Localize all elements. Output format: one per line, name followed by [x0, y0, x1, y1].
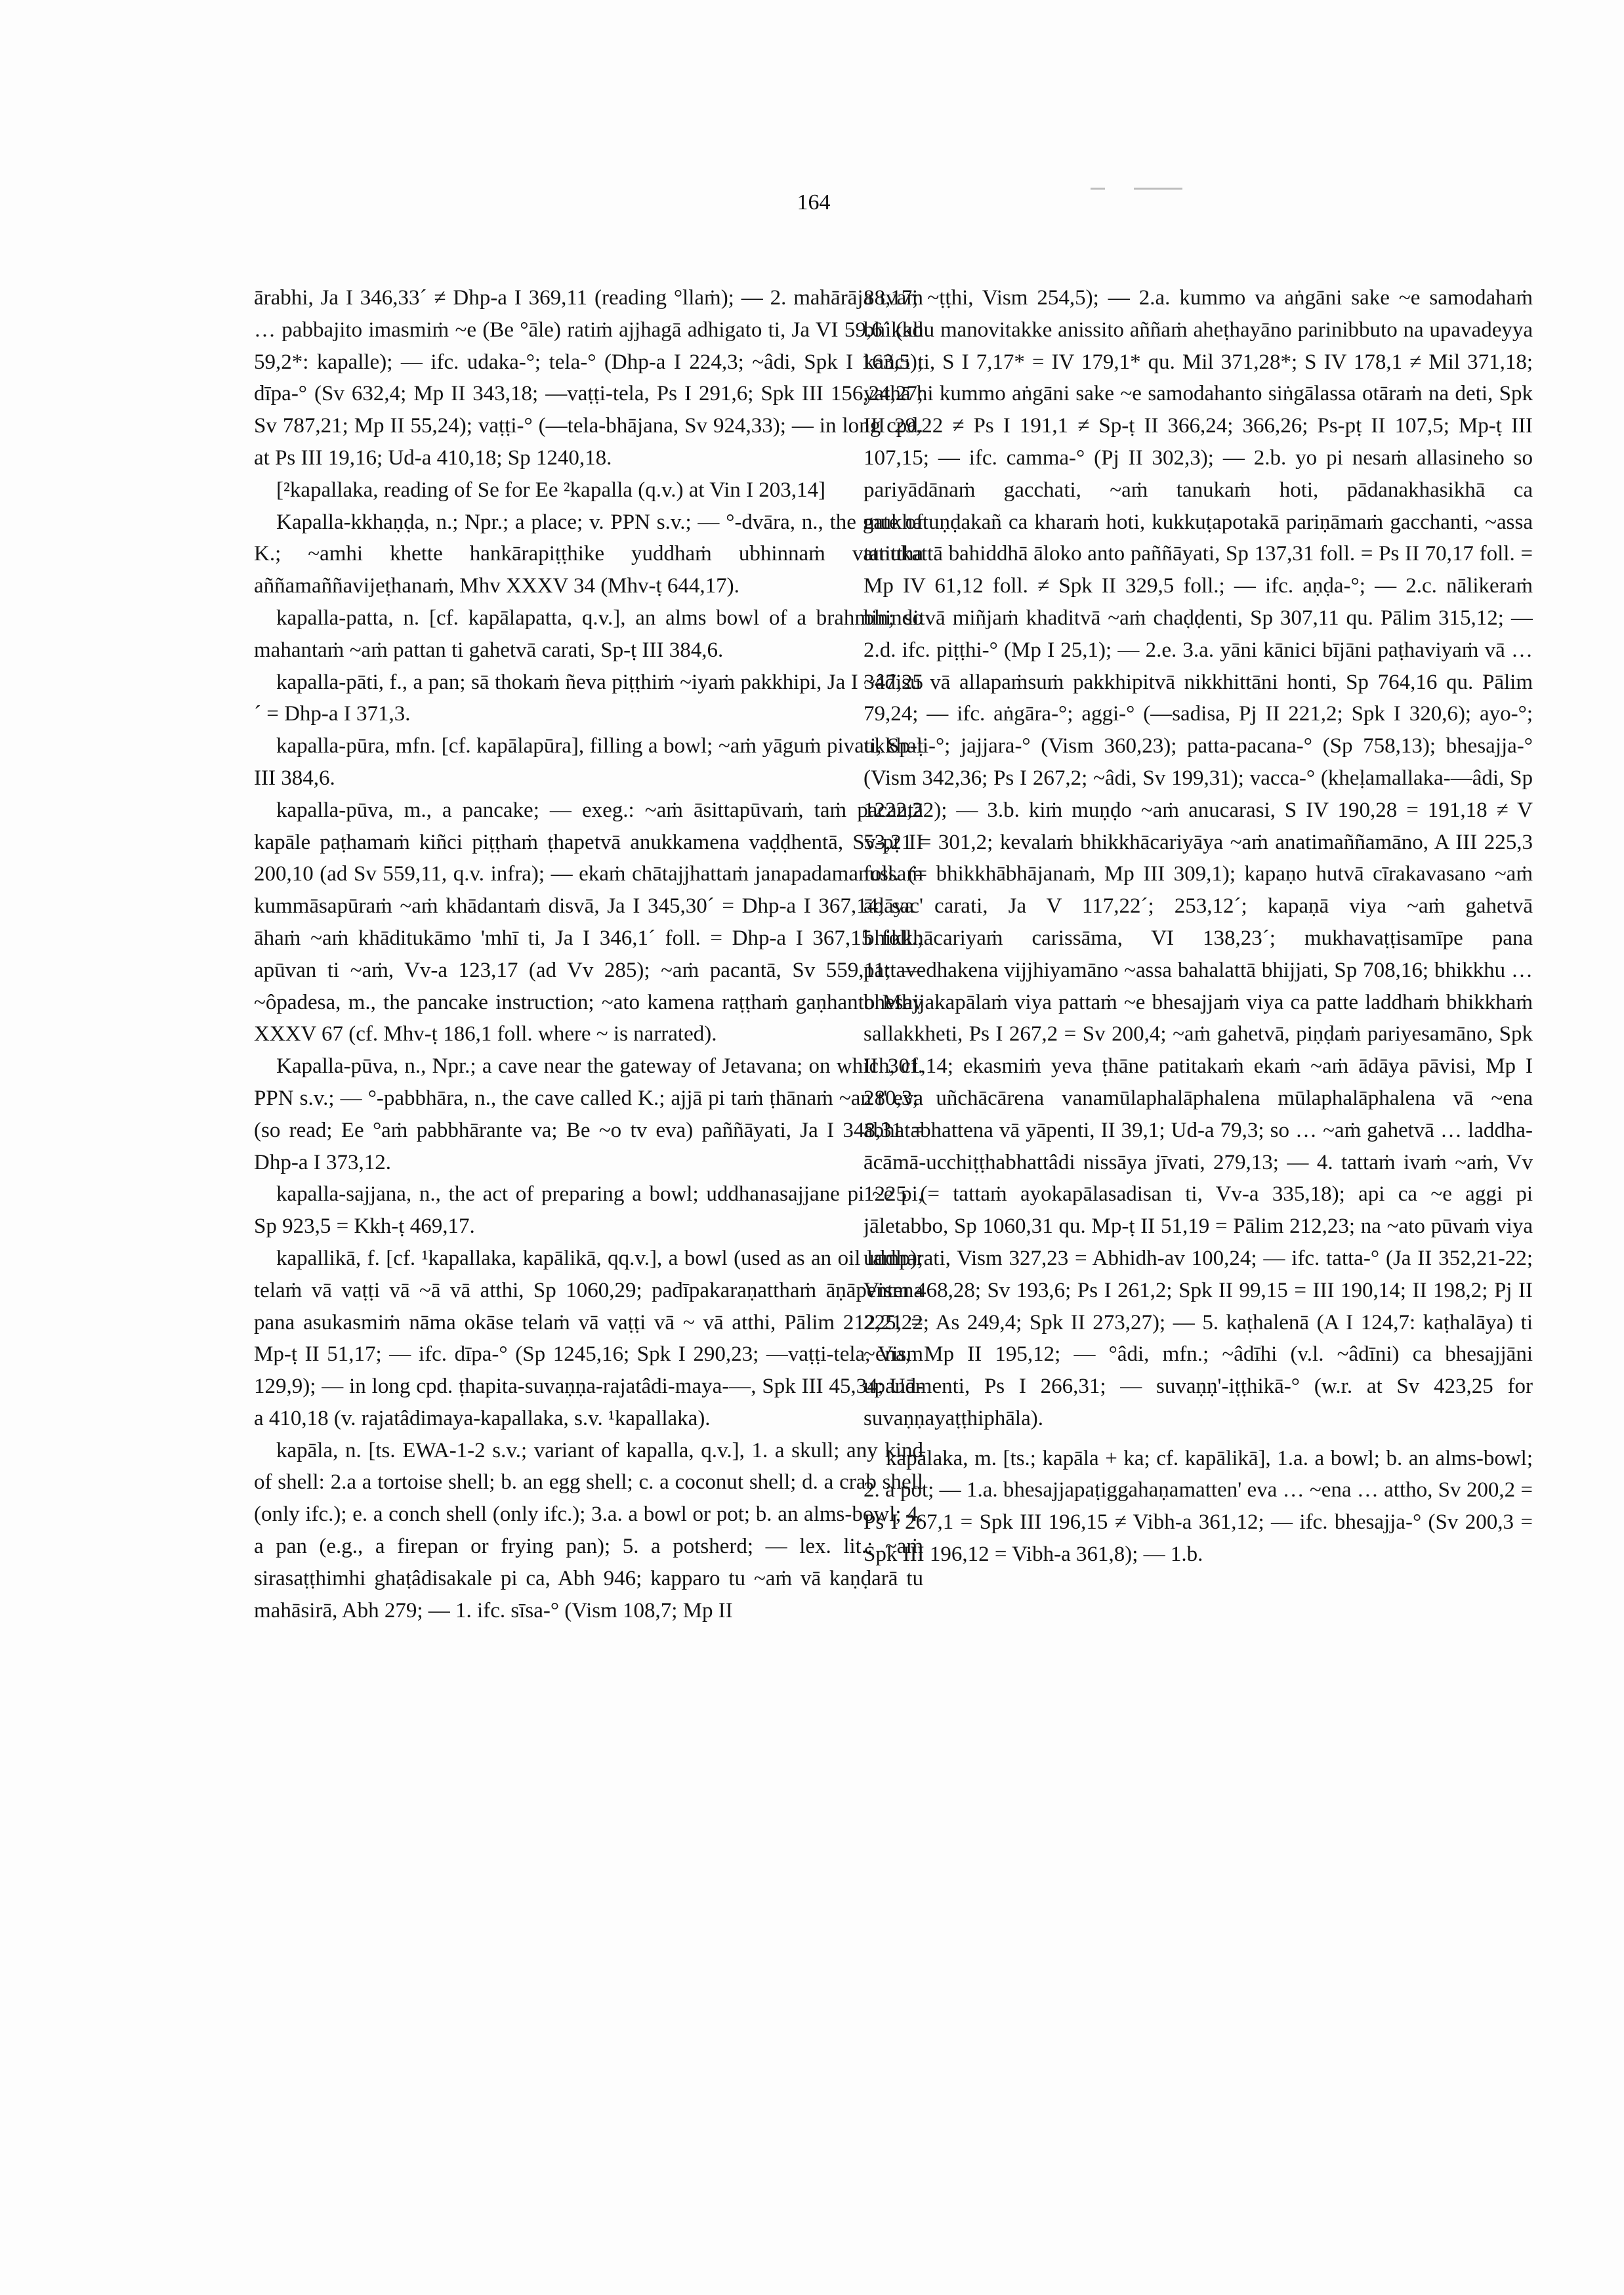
- entry-paragraph: kapāla, n. [ts. EWA-1-2 s.v.; variant of kapalla, q.v.], 1. a skull; any kind of shell: 2.a a tortoise shell; b. an egg shell; c. a coconut shell; d. a crab shell (only ifc.); e. a conch shell (only ifc.); 3.a. a bowl or pot; b. an alms-bowl; 4. a pan (e.g., a firepan or frying pan); 5. a potsherd; — lex. lit.: ~aṁ sirasaṭṭhimhi ghaṭâdisakale pi ca, Abh 946; kapparo tu ~aṁ vā kaṇḍarā tu mahāsirā, Abh 279; — 1. ifc. sīsa-° (Vism 108,7; Mp II: [254, 1438, 923, 1623]
- entry-paragraph: kapalla-pāti, f., a pan; sā thokaṁ ñeva piṭṭhiṁ ~iyaṁ pakkhipi, Ja I 347,25´ = Dhp-a I 371,3.: [254, 670, 923, 726]
- left-column: [254, 282, 923, 2237]
- entry-paragraph: kapalla-sajjana, n., the act of preparing a bowl; uddhanasajjane pi ~e pi, Sp 923,5 = Kkh-ṭ 469,17.: [254, 1182, 923, 1239]
- entry-paragraph: ārabhi, Ja I 346,33´ ≠ Dhp-a I 369,11 (reading °llaṁ); — 2. mahārāja tvaṁ … pabbajito imasmiṁ ~e (Be °āle) ratiṁ ajjhagā adhigato ti, Ja VI 59,6´ (ad 59,2*: kapalle); — ifc. udaka-°; tela-° (Dhp-a I 224,3; ~âdi, Spk I 163,5); dīpa-° (Sv 632,4; Mp II 343,18; —vaṭṭi-tela, Ps I 291,6; Spk III 156,24,27; Sv 787,21; Mp II 55,24); vaṭṭi-° (—tela-bhājana, Sv 924,33); — in long cpd. at Ps III 19,16; Ud-a 410,18; Sp 1240,18.: [254, 286, 923, 470]
- entry-paragraph: kapalla-pūva, m., a pancake; — exeg.: ~aṁ āsittapūvaṁ, taṁ pacantā kapāle paṭhamaṁ kiñci piṭṭhaṁ ṭhapetvā anukkamena vaḍḍhentā, Sv-pṭ II 200,10 (ad Sv 559,11, q.v. infra); — ekaṁ chātajjhattaṁ janapadamanussaṁ kummāsapūraṁ ~aṁ khādantaṁ disvā, Ja I 345,30´ = Dhp-a I 367,14; sac' āhaṁ ~aṁ khāditukāmo 'mhī ti, Ja I 346,1´ foll. = Dhp-a I 367,15 foll.; apūvan ti ~aṁ, Vv-a 123,17 (ad Vv 285); ~aṁ pacantā, Sv 559,11; — ~ôpadesa, m., the pancake instruction; ~ato kamena raṭṭhaṁ gaṇhanto Mhv XXXV 67 (cf. Mhv-ṭ 186,1 foll. where ~ is narrated).: [254, 798, 923, 1046]
- entry-paragraph: kapālaka, m. [ts.; kapāla + ka; cf. kapālikā], 1.a. a bowl; b. an alms-bowl; 2. a pot; — 1.a. bhesajjapaṭiggahaṇamatten' eva … ~ena … attho, Sv 200,2 = Ps I 267,1 = Spk III 196,15 ≠ Vibh-a 361,12; — ifc. bhesajja-° (Sv 200,3 = Spk III 196,12 = Vibh-a 361,8); — 1.b.: [864, 1446, 1533, 1567]
- entry-paragraph: Kapalla-pūva, n., Npr.; a cave near the gateway of Jetavana; on which, cf. PPN s.v.; — °-pabbhāra, n., the cave called K.; ajjā pi taṁ ṭhānaṁ ~an t' eva (so read; Ee °aṁ pabbhārante va; Be ~o tv eva) paññāyati, Ja I 348,31 = Dhp-a I 373,12.: [254, 1054, 923, 1174]
- entry-paragraph: kapalla-patta, n. [cf. kapālapatta, q.v.], an alms bowl of a brahmin; so mahantaṁ ~aṁ pattan ti gahetvā carati, Sp-ṭ III 384,6.: [254, 606, 923, 662]
- page-number: 164: [797, 190, 831, 215]
- entry-paragraph: kapalla-pūra, mfn. [cf. kapālapūra], filling a bowl; ~aṁ yāguṁ pivati, Sp-ṭ III 384,6.: [254, 734, 923, 790]
- scan-artifact: [1091, 188, 1105, 190]
- entry-paragraph: 88,17; ~ṭṭhi, Vism 254,5); — 2.a. kummo va aṅgāni sake ~e samodahaṁ bhikkhu manovitakke anissito aññaṁ aheṭhayāno parinibbuto na upavadeyya kañci ti, S I 7,17* = IV 179,1* qu. Mil 371,28*; S IV 178,1 ≠ Mil 371,18; yathā hi kummo aṅgāni sake ~e samodahanto siṅgālassa otāraṁ na deti, Spk III 29,22 ≠ Ps I 191,1 ≠ Sp-ṭ II 366,24; 366,26; Ps-pṭ II 107,5; Mp-ṭ III 107,15; — ifc. camma-° (Pj II 302,3); — 2.b. yo pi nesaṁ allasineho so pariyādānaṁ gacchati, ~aṁ tanukaṁ hoti, pādanakhasikhā ca mukhatuṇḍakañ ca kharaṁ hoti, kukkuṭapotakā pariṇāmaṁ gacchanti, ~assa tanukattā bahiddhā āloko anto paññāyati, Sp 137,31 foll. = Ps II 70,17 foll. = Mp IV 61,12 foll. ≠ Spk II 329,5 foll.; — ifc. aṇḍa-°; — 2.c. nālikeraṁ bhinditvā miñjaṁ khaditvā ~aṁ chaḍḍenti, Sp 307,11 qu. Pālim 315,12; — 2.d. ifc. piṭṭhi-° (Mp I 25,1); — 2.e. 3.a. yāni kānici bījāni paṭhaviyaṁ vā … ~âdisu vā allapaṁsuṁ pakkhipitvā nikkhittāni honti, Sp 764,16 qu. Pālim 79,24; — ifc. aṅgāra-°; aggi-° (—sadisa, Pj II 221,2; Spk I 320,6); ayo-°; ukkhali-°; jajjara-° (Vism 360,23); patta-pacana-° (Sp 758,13); bhesajja-° (Vism 342,36; Ps I 267,2; ~âdi, Sv 199,31); vacca-° (kheḷamallaka-—âdi, Sp 1222,22); — 3.b. kiṁ muṇḍo ~aṁ anucarasi, S IV 190,28 = 191,18 ≠ V 53,21 = 301,2; kevalaṁ bhikkhācariyāya ~aṁ anatimaññamāno, A III 225,3 foll. (= bhikkhābhājanaṁ, Mp III 309,1); kapaṇo hutvā cīrakavasano ~aṁ ādāya carati, Ja V 117,22´; 253,12´; kapaṇā viya ~aṁ gahetvā bhikkhācariyaṁ carissāma, VI 138,23´; mukhavaṭṭisamīpe pana pattavedhakena vijjhiyamāno ~assa bahalattā bhijjati, Sp 708,16; bhikkhu … bhesajjakapālaṁ viya pattaṁ ~e bhesajjaṁ viya ca patte laddhaṁ bhikkhaṁ sallakkheti, Ps I 267,2 = Sv 200,4; ~aṁ gahetvā, piṇḍaṁ pariyesamāno, Spk II 301,14; ekasmiṁ yeva ṭhāne patitakaṁ ekaṁ ~aṁ ādāya pāvisi, Mp I 280,3; uñchācārena vanamūlaphalāphalena mūlaphalāphalena vā ~ena ābhatabhattena vā yāpenti, II 39,1; Ud-a 79,3; so … ~aṁ gahetvā … laddha-ācāmā-ucchiṭṭhabhattâdi nissāya jīvati, 279,13; — 4. tattaṁ ivaṁ ~aṁ, Vv 1225 (= tattaṁ ayokapālasadisan ti, Vv-a 335,18); api ca ~e aggi pi jāletabbo, Sp 1060,31 qu. Mp-ṭ II 51,19 = Pālim 212,23; na ~ato pūvaṁ viya uddharati, Vism 327,23 = Abhidh-av 100,24; — ifc. tatta-° (Ja II 352,21-22; Vism 468,28; Sv 193,6; Ps I 261,2; Spk II 99,15 = III 190,14; II 198,2; Pj II 225,22; As 249,4; Spk II 273,27); — 5. kaṭhalenā (A I 124,7: kaṭhalāya) ti ~ena, Mp II 195,12; — °âdi, mfn.; ~âdīhi (v.l. ~âdīni) ca bhesajjāni upanāmenti, Ps I 266,31; — suvaṇṇ'-iṭṭhikā-° (w.r. at Sv 423,25 for suvaṇṇayaṭṭhiphāla).: [864, 286, 1533, 1430]
- entry-paragraph: kapallikā, f. [cf. ¹kapallaka, kapālikā, qq.v.], a bowl (used as an oil lamp); telaṁ vā vaṭṭi vā ~ā vā atthi, Sp 1060,29; padīpakaraṇatthaṁ āṇāpentena pana asukasmiṁ nāma okāse telaṁ vā vaṭṭi vā ~ vā atthi, Pālim 212,21 = Mp-ṭ II 51,17; — ifc. dīpa-° (Sp 1245,16; Spk I 290,23; —vaṭṭi-tela, Vism 129,9); — in long cpd. ṭhapita-suvaṇṇa-rajatâdi-maya-—, Spk III 45,34; Ud-a 410,18 (v. rajatâdimaya-kapallaka, s.v. ¹kapallaka).: [254, 1246, 923, 1430]
- right-column: [864, 282, 1533, 2237]
- scan-artifact: [1134, 188, 1182, 190]
- entry-paragraph: Kapalla-kkhaṇḍa, n.; Npr.; a place; v. PPN s.v.; — °-dvāra, n., the gate of K.; ~amhi khette hankārapiṭṭhike yuddhaṁ ubhinnaṁ vattittha aññamaññavijeṭhanaṁ, Mhv XXXV 34 (Mhv-ṭ 644,17).: [254, 510, 923, 598]
- entry-paragraph: [²kapallaka, reading of Se for Ee ²kapalla (q.v.) at Vin I 203,14]: [276, 478, 826, 502]
